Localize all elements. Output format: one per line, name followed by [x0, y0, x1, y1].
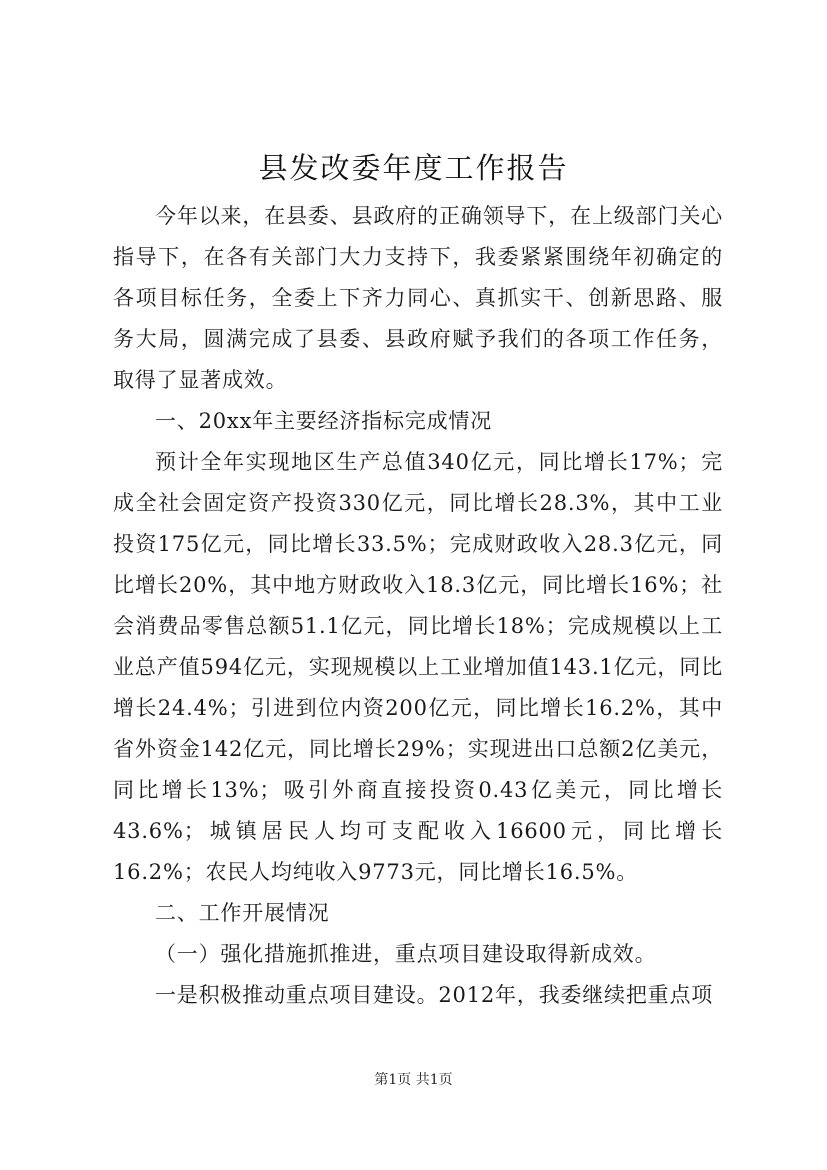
intro-paragraph: 今年以来，在县委、县政府的正确领导下，在上级部门关心指导下，在各有关部门大力支持下，我委紧紧围绕年初确定的各项目标任务，全委上下齐力同心、真抓实干、创新思路、服务大局，圆满完成了县委、县政府赋予我们的各项工作任务，取得了显著成效。 [113, 204, 723, 392]
section-heading-1: 一、20xx年主要经济指标完成情况 [155, 409, 493, 433]
document-title: 县发改委年度工作报告 [258, 151, 569, 185]
subsection-heading-1: （一）强化措施抓推进，重点项目建设取得新成效。 [155, 942, 657, 966]
page-footer: 第1页 共1页 [374, 1072, 453, 1088]
section-heading-2: 二、工作开展情况 [155, 901, 330, 925]
document-body [113, 196, 723, 1016]
project-paragraph: 一是积极推动重点项目建设。2012年，我委继续把重点项 [155, 983, 714, 1007]
indicators-paragraph: 预计全年实现地区生产总值340亿元，同比增长17%；完成全社会固定资产投资330亿元，同比增长28.3%，其中工业投资175亿元，同比增长33.5%；完成财政收入28.3亿元，同比增长20%，其中地方财政收入18.3亿元，同比增长16%；社会消费品零售总额51.1亿元，同比增长18%；完成规模以上工业总产值594亿元，实现规模以上工业增加值143.1亿元，同比增长24.4%；引进到位内资200亿元，同比增长16.2%，其中省外资金142亿元，同比增长29%；实现进出口总额2亿美元，同比增长13%；吸引外商直接投资0.43亿美元，同比增长43.6%；城镇居民人均可支配收入16600元，同比增长16.2%；农民人均纯收入9773元，同比增长16.5%。 [113, 450, 723, 884]
